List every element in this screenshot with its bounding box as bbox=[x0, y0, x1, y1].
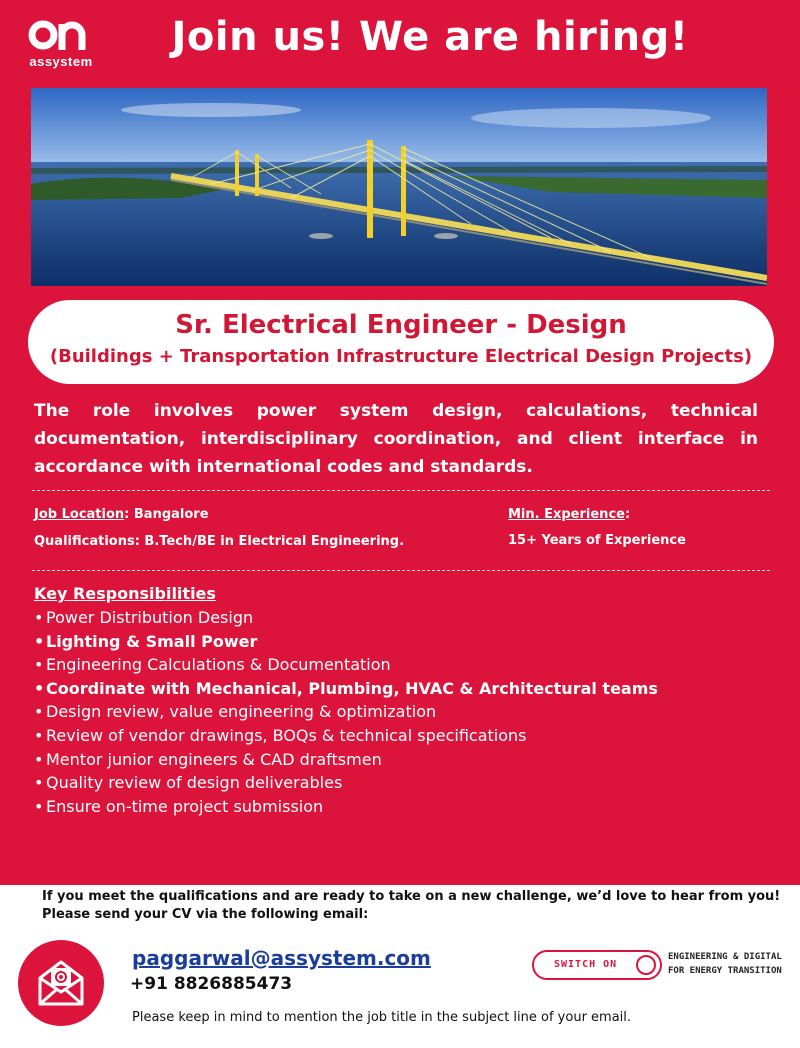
responsibility-text: Coordinate with Mechanical, Plumbing, HVAC & Architectural teams bbox=[46, 678, 658, 698]
bullet-icon: • bbox=[34, 796, 44, 816]
assystem-logo bbox=[24, 18, 98, 74]
page-title: Join us! We are hiring! bbox=[171, 14, 689, 60]
divider bbox=[32, 570, 770, 571]
min-experience bbox=[508, 507, 630, 522]
bullet-icon: • bbox=[34, 655, 44, 675]
responsibility-text: Mentor junior engineers & CAD draftsmen bbox=[46, 749, 382, 769]
experience-label: Min. Experience bbox=[508, 507, 625, 522]
email-link[interactable]: paggarwal@assystem.com bbox=[132, 946, 431, 970]
responsibility-item bbox=[34, 795, 658, 819]
logo-text: assystem bbox=[29, 54, 93, 69]
responsibility-text: Design review, value engineering & optimization bbox=[46, 702, 437, 722]
responsibility-text: Lighting & Small Power bbox=[46, 631, 258, 651]
hero-image bbox=[31, 88, 767, 286]
responsibility-item bbox=[34, 630, 658, 654]
location-colon: : bbox=[124, 507, 134, 522]
responsibility-item bbox=[34, 771, 658, 795]
switch-on-badge bbox=[532, 950, 662, 980]
responsibility-item bbox=[34, 700, 658, 724]
experience-value: 15+ Years of Experience bbox=[508, 533, 686, 548]
qualifications: Qualifications: B.Tech/BE in Electrical Engineering. bbox=[34, 534, 405, 549]
job-location bbox=[34, 507, 209, 522]
responsibility-item bbox=[34, 606, 658, 630]
responsibilities-list bbox=[34, 606, 658, 818]
call-to-action bbox=[42, 888, 780, 924]
subject-note: Please keep in mind to mention the job title in the subject line of your email. bbox=[132, 1010, 632, 1025]
bullet-icon: • bbox=[34, 631, 45, 651]
responsibilities-title: Key Responsibilities bbox=[34, 584, 216, 603]
job-title: Sr. Electrical Engineer - Design bbox=[175, 310, 627, 340]
location-label: Job Location bbox=[34, 507, 125, 522]
responsibility-item bbox=[34, 677, 658, 701]
tagline bbox=[668, 950, 782, 978]
cta-line-2: Please send your CV via the following email: bbox=[42, 907, 369, 922]
job-title-banner bbox=[28, 300, 774, 384]
role-description: The role involves power system design, calculations, technical documentation, interdisciplinary coordination, and client interface in accordance with international codes and standards. bbox=[34, 401, 758, 477]
responsibility-text: Power Distribution Design bbox=[46, 608, 254, 627]
switch-label: SWITCH ON bbox=[554, 959, 618, 970]
bullet-icon: • bbox=[34, 702, 44, 722]
job-subtitle: (Buildings + Transportation Infrastructure Electrical Design Projects) bbox=[49, 346, 753, 367]
bullet-icon: • bbox=[34, 749, 44, 769]
responsibility-text: Review of vendor drawings, BOQs & technical specifications bbox=[46, 725, 527, 745]
toggle-knob-icon bbox=[636, 955, 656, 975]
responsibility-item bbox=[34, 748, 658, 772]
bullet-icon: • bbox=[34, 725, 44, 745]
envelope-at-icon bbox=[36, 958, 86, 1008]
location-value: Bangalore bbox=[133, 507, 209, 522]
tagline-line-1: ENGINEERING & DIGITAL bbox=[668, 952, 782, 962]
cta-line-1: If you meet the qualifications and are ready to take on a new challenge, we’d love to hear from you! bbox=[42, 889, 781, 904]
experience-colon: : bbox=[624, 507, 631, 522]
responsibility-text: Engineering Calculations & Documentation bbox=[46, 655, 391, 675]
tagline-line-2: FOR ENERGY TRANSITION bbox=[668, 966, 782, 976]
bullet-icon: • bbox=[34, 678, 45, 698]
responsibility-item bbox=[34, 724, 658, 748]
bullet-icon: • bbox=[34, 608, 44, 627]
responsibility-text: Quality review of design deliverables bbox=[46, 773, 343, 793]
divider bbox=[32, 490, 770, 491]
bullet-icon: • bbox=[34, 773, 44, 793]
assystem-logo-icon bbox=[28, 18, 94, 52]
cable-bridge-photo bbox=[31, 88, 767, 286]
phone-number: +91 8826885473 bbox=[130, 974, 293, 994]
responsibility-text: Ensure on-time project submission bbox=[46, 796, 324, 816]
mail-badge bbox=[18, 940, 104, 1026]
responsibility-item bbox=[34, 653, 658, 677]
